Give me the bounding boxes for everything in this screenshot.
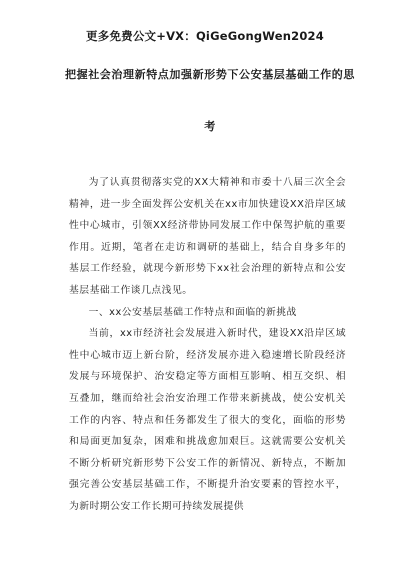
section-heading-1: 一、xx公安基层基础工作特点和面临的新挑战 <box>88 306 297 318</box>
document-title-line-2: 考 <box>204 120 216 133</box>
document-title <box>40 66 380 134</box>
document-body <box>69 172 346 518</box>
intro-paragraph: 为了认真贯彻落实党的XX大精神和市委十八届三次全会精神，进一步全面发挥公安机关在xx市加快建设XX沿岸区域性中心城市，引领XX经济带协同发展工作中保驾护航的重要作用。近期，笔者在走访和调研的基础上，结合自身多年的基层工作经验，就现今新形势下xx社会治理的新特点和公安基层基础工作谈几点浅见。 <box>69 177 346 296</box>
document-title-line-1: 把握社会治理新特点加强新形势下公安基层基础工作的思 <box>65 68 355 81</box>
section-1-paragraph: 当前，xx市经济社会发展进入新时代，建设XX沿岸区域性中心城市迈上新台阶，经济发展亦进入稳速增长阶段经济发展与环境保护、治安稳定等方面相互影响、相互交织、相互叠加，继而给社会治安治理工作带来新挑战，使公安机关工作的内容、特点和任务都发生了很大的变化，面临的形势和局面更加复杂，困难和挑战愈加艰巨。这就需要公安机关不断分析研究新形势下公安工作的新情况、新特点，不断加强完善公安基层基础工作，不断提升治安要素的管控水平，为新时期公安工作长期可持续发展提供 <box>69 328 346 512</box>
page-header: 更多免费公文+VX：QiGeGongWen2024 <box>86 29 324 43</box>
